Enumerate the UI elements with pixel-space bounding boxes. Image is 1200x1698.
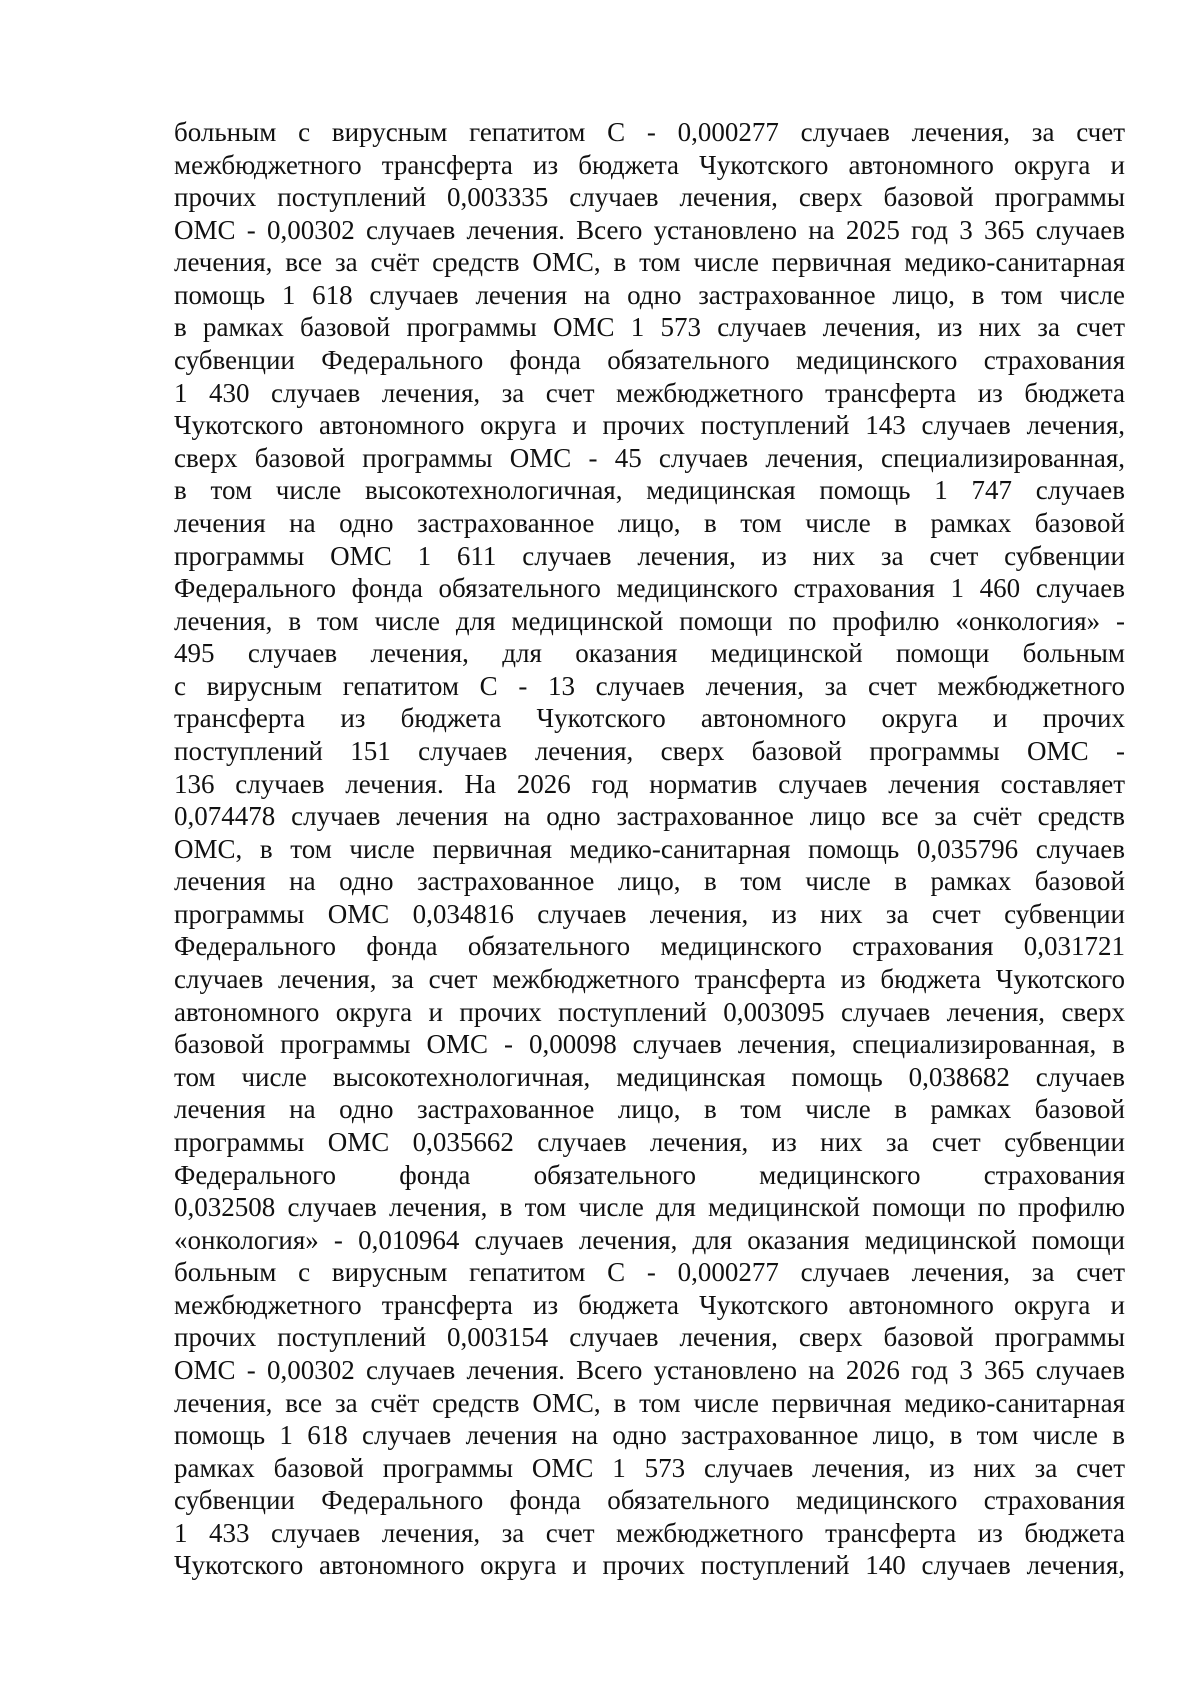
text-line: межбюджетного трансферта из бюджета Чукотского автономного округа и: [174, 1289, 1125, 1320]
text-line: с вирусным гепатитом С - 13 случаев лечения, за счет межбюджетного: [174, 670, 1125, 701]
text-line: ОМС, в том числе первичная медико-санитарная помощь 0,035796 случаев: [174, 833, 1125, 864]
text-line: «онкология» - 0,010964 случаев лечения, для оказания медицинской помощи: [174, 1224, 1125, 1255]
text-line: 1 430 случаев лечения, за счет межбюджетного трансферта из бюджета: [174, 377, 1125, 408]
text-line: базовой программы ОМС - 0,00098 случаев лечения, специализированная, в: [174, 1029, 1125, 1060]
text-line: помощь 1 618 случаев лечения на одно застрахованное лицо, в том числе: [174, 279, 1125, 310]
text-line: трансферта из бюджета Чукотского автономного округа и прочих: [174, 703, 1125, 734]
body-text: [174, 116, 1125, 1582]
text-line: лечения на одно застрахованное лицо, в том числе в рамках базовой: [174, 1094, 1125, 1125]
text-line: ОМС - 0,00302 случаев лечения. Всего установлено на 2026 год 3 365 случаев: [174, 1354, 1125, 1385]
text-line: 0,074478 случаев лечения на одно застрахованное лицо все за счёт средств: [174, 801, 1125, 832]
text-line: 495 случаев лечения, для оказания медицинской помощи больным: [174, 638, 1125, 669]
text-line: программы ОМС 0,034816 случаев лечения, из них за счет субвенции: [174, 898, 1125, 929]
text-line: больным с вирусным гепатитом С - 0,000277 случаев лечения, за счет: [174, 1257, 1125, 1288]
text-line: Чукотского автономного округа и прочих поступлений 140 случаев лечения,: [174, 1550, 1125, 1581]
text-line: больным с вирусным гепатитом С - 0,000277 случаев лечения, за счет: [174, 117, 1125, 147]
text-line: программы ОМС 1 611 случаев лечения, из них за счет субвенции: [174, 540, 1125, 571]
text-line: Чукотского автономного округа и прочих поступлений 143 случаев лечения,: [174, 410, 1125, 441]
text-line: в том числе высокотехнологичная, медицинская помощь 1 747 случаев: [174, 475, 1125, 506]
text-line: межбюджетного трансферта из бюджета Чукотского автономного округа и: [174, 149, 1125, 180]
text-line: 0,032508 случаев лечения, в том числе для медицинской помощи по профилю: [174, 1192, 1125, 1223]
text-line: субвенции Федерального фонда обязательного медицинского страхования: [174, 1485, 1125, 1516]
text-line: случаев лечения, за счет межбюджетного трансферта из бюджета Чукотского: [174, 964, 1125, 995]
text-line: ОМС - 0,00302 случаев лечения. Всего установлено на 2025 год 3 365 случаев: [174, 214, 1125, 245]
text-line: автономного округа и прочих поступлений 0,003095 случаев лечения, сверх: [174, 996, 1125, 1027]
text-line: лечения, все за счёт средств ОМС, в том числе первичная медико-санитарная: [174, 1387, 1125, 1418]
text-line: Федерального фонда обязательного медицинского страхования: [174, 1159, 1125, 1190]
text-line: лечения на одно застрахованное лицо, в том числе в рамках базовой: [174, 866, 1125, 897]
text-line: 136 случаев лечения. На 2026 год норматив случаев лечения составляет: [174, 768, 1125, 799]
text-line: Федерального фонда обязательного медицинского страхования 1 460 случаев: [174, 573, 1125, 604]
text-line: лечения, в том числе для медицинской помощи по профилю «онкология» -: [174, 605, 1125, 636]
text-line: программы ОМС 0,035662 случаев лечения, из них за счет субвенции: [174, 1126, 1125, 1157]
text-line: в рамках базовой программы ОМС 1 573 случаев лечения, из них за счет: [174, 312, 1125, 343]
text-line: том числе высокотехнологичная, медицинская помощь 0,038682 случаев: [174, 1061, 1125, 1092]
text-line: прочих поступлений 0,003335 случаев лечения, сверх базовой программы: [174, 182, 1125, 213]
text-line: сверх базовой программы ОМС - 45 случаев лечения, специализированная,: [174, 442, 1125, 473]
text-line: поступлений 151 случаев лечения, сверх базовой программы ОМС -: [174, 735, 1125, 766]
text-line: лечения на одно застрахованное лицо, в том числе в рамках базовой: [174, 507, 1125, 538]
text-line: рамках базовой программы ОМС 1 573 случаев лечения, из них за счет: [174, 1452, 1125, 1483]
text-line: прочих поступлений 0,003154 случаев лечения, сверх базовой программы: [174, 1322, 1125, 1353]
text-line: лечения, все за счёт средств ОМС, в том числе первичная медико-санитарная: [174, 247, 1125, 278]
text-line: Федерального фонда обязательного медицинского страхования 0,031721: [174, 931, 1125, 962]
text-line: 1 433 случаев лечения, за счет межбюджетного трансферта из бюджета: [174, 1517, 1125, 1548]
text-line: субвенции Федерального фонда обязательного медицинского страхования: [174, 345, 1125, 376]
text-line: помощь 1 618 случаев лечения на одно застрахованное лицо, в том числе в: [174, 1420, 1125, 1451]
